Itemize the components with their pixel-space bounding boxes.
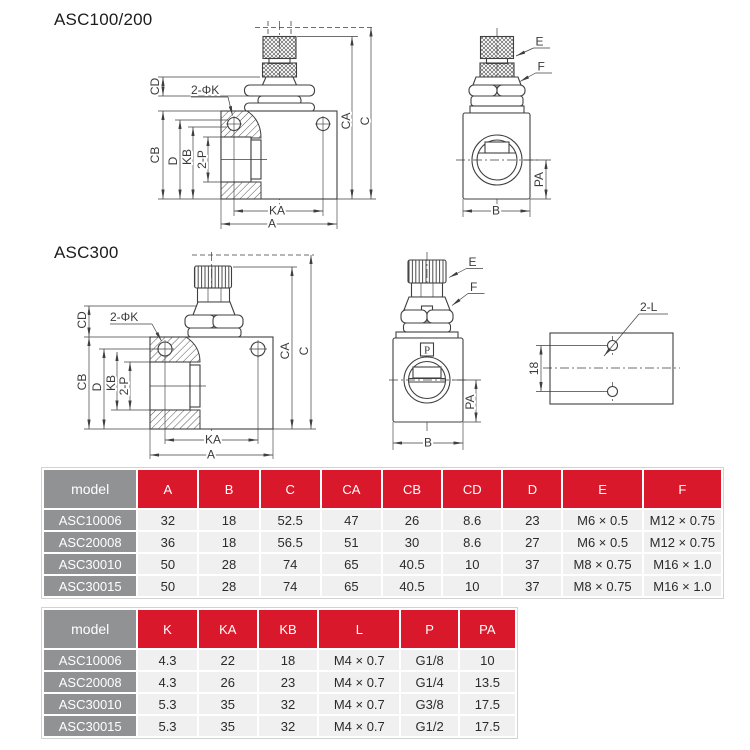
drawing-asc300-front-view [75,252,316,462]
value-cell: 37 [503,554,561,574]
hatch-section [150,410,200,429]
value-cell: 37 [503,576,561,596]
dim-column-header-CA: CA [322,470,381,508]
value-cell: 74 [261,554,320,574]
dim-label-ca: CA [278,342,293,360]
model-cell: ASC30010 [44,694,136,714]
value-cell: 65 [322,554,381,574]
value-cell: 5.3 [138,716,196,736]
dim-column-header-F: F [644,470,721,508]
value-cell: 50 [138,554,197,574]
model-cell: ASC10006 [44,650,136,670]
value-cell: 32 [259,694,317,714]
value-cell: 22 [199,650,257,670]
dim-label-2phik: 2-ΦK [110,310,139,324]
value-cell: 30 [383,532,441,552]
value-cell: M4 × 0.7 [319,650,399,670]
drawing-asc300-side-view [389,252,485,450]
value-cell: 32 [259,716,317,736]
spec-table-dimensions-2 [41,607,518,739]
spec-table-dimensions-1 [41,467,724,599]
value-cell: 36 [138,532,197,552]
dim-label-2p: 2-P [195,150,210,169]
dim-label-c: C [297,346,312,356]
table-row [44,716,515,736]
value-cell: M12 × 0.75 [644,532,721,552]
value-cell: 35 [199,694,257,714]
dim-label-f: F [537,59,545,74]
dim-label-cb: CB [148,146,163,164]
dim-label-2phik: 2-ΦK [191,83,220,97]
dim-label-2p: 2-P [117,376,132,396]
dim-label-ka: KA [268,203,286,218]
value-cell: 32 [138,510,197,530]
table-row [44,576,721,596]
dim-column-header-P: P [401,610,457,648]
value-cell: 8.6 [443,532,501,552]
dim-label-e: E [535,34,544,49]
dim-label-ka: KA [204,432,222,447]
dim-label-kb: KB [104,374,119,392]
value-cell: M4 × 0.7 [319,694,399,714]
dim-column-header-CD: CD [443,470,501,508]
model-cell: ASC30010 [44,554,136,574]
value-cell: M4 × 0.7 [319,672,399,692]
model-column-header: model [44,470,136,508]
value-cell: 18 [199,532,258,552]
table-row [44,694,515,714]
value-cell: 40.5 [383,554,441,574]
table-row [44,650,515,670]
dim-label-b: B [423,435,433,450]
dim-label-a: A [267,216,277,231]
dim-label-pa: PA [532,171,547,188]
table-header-row [44,470,721,508]
model-column-header: model [44,610,136,648]
model-cell: ASC20008 [44,672,136,692]
dim-label-cb: CB [75,373,90,391]
value-cell: 52.5 [261,510,320,530]
value-cell: 51 [322,532,381,552]
adjust-knob [396,260,458,338]
value-cell: 40.5 [383,576,441,596]
model-cell: ASC10006 [44,510,136,530]
value-cell: G1/2 [401,716,457,736]
hatch-section [221,182,261,199]
model-cell: ASC30015 [44,716,136,736]
model-cell: ASC30015 [44,576,136,596]
dim-label-cd: CD [148,77,163,96]
dim-column-header-C: C [261,470,320,508]
value-cell: 17.5 [460,716,515,736]
value-cell: 74 [261,576,320,596]
drawing-asc100-side-view [456,28,552,218]
value-cell: 10 [443,554,501,574]
value-cell: M8 × 0.75 [563,554,641,574]
value-cell: M16 × 1.0 [644,576,721,596]
adjust-knob [245,37,315,113]
value-cell: 28 [199,576,258,596]
value-cell: 18 [199,510,258,530]
dim-label-d: D [90,382,105,392]
value-cell: M8 × 0.75 [563,576,641,596]
value-cell: 10 [460,650,515,670]
drawing-asc100-front-view [148,21,376,231]
value-cell: 26 [199,672,257,692]
table-row [44,672,515,692]
value-cell: G3/8 [401,694,457,714]
value-cell: G1/4 [401,672,457,692]
dim-label-18: 18 [527,361,542,376]
value-cell: 28 [199,554,258,574]
dim-label-c: C [358,116,373,126]
value-cell: 5.3 [138,694,196,714]
table-row [44,554,721,574]
dim-label-e: E [468,255,477,269]
value-cell: 4.3 [138,650,196,670]
value-cell: 65 [322,576,381,596]
dim-column-header-A: A [138,470,197,508]
model-cell: ASC20008 [44,532,136,552]
dim-label-f: F [470,280,478,294]
dim-column-header-KB: KB [259,610,317,648]
table-row [44,510,721,530]
value-cell: 8.6 [443,510,501,530]
mounting-hole [608,387,618,397]
dim-label-d: D [166,156,181,166]
value-cell: M6 × 0.5 [563,532,641,552]
dim-column-header-D: D [503,470,561,508]
section-title-asc100-200: ASC100/200 [54,10,153,29]
dim-column-header-L: L [319,610,399,648]
value-cell: 27 [503,532,561,552]
table-header-row [44,610,515,648]
dim-label-cd: CD [75,311,90,329]
dim-column-header-K: K [138,610,196,648]
section-title-asc300: ASC300 [54,243,119,262]
dim-column-header-PA: PA [460,610,515,648]
value-cell: 4.3 [138,672,196,692]
adjust-knob [469,37,525,114]
dim-column-header-CB: CB [383,470,441,508]
value-cell: 10 [443,576,501,596]
value-cell: M6 × 0.5 [563,510,641,530]
dim-label-b: B [491,203,501,218]
value-cell: 26 [383,510,441,530]
value-cell: G1/8 [401,650,457,670]
value-cell: 18 [259,650,317,670]
value-cell: 35 [199,716,257,736]
dim-label-2l: 2-L [640,300,658,314]
value-cell: M16 × 1.0 [644,554,721,574]
dim-column-header-B: B [199,470,258,508]
value-cell: 13.5 [460,672,515,692]
value-cell: 50 [138,576,197,596]
drawing-mounting-plate [527,300,680,404]
dim-label-kb: KB [180,148,195,166]
dim-column-header-KA: KA [199,610,257,648]
dim-column-header-E: E [563,470,641,508]
adjust-knob [185,266,243,337]
value-cell: 56.5 [261,532,320,552]
table-row [44,532,721,552]
value-cell: 23 [259,672,317,692]
dim-label-pa: PA [463,394,478,410]
port-letter: P [423,344,431,357]
dim-label-ca: CA [339,112,354,130]
value-cell: M4 × 0.7 [319,716,399,736]
value-cell: 47 [322,510,381,530]
dim-label-a: A [206,447,216,462]
value-cell: 23 [503,510,561,530]
value-cell: 17.5 [460,694,515,714]
value-cell: M12 × 0.75 [644,510,721,530]
